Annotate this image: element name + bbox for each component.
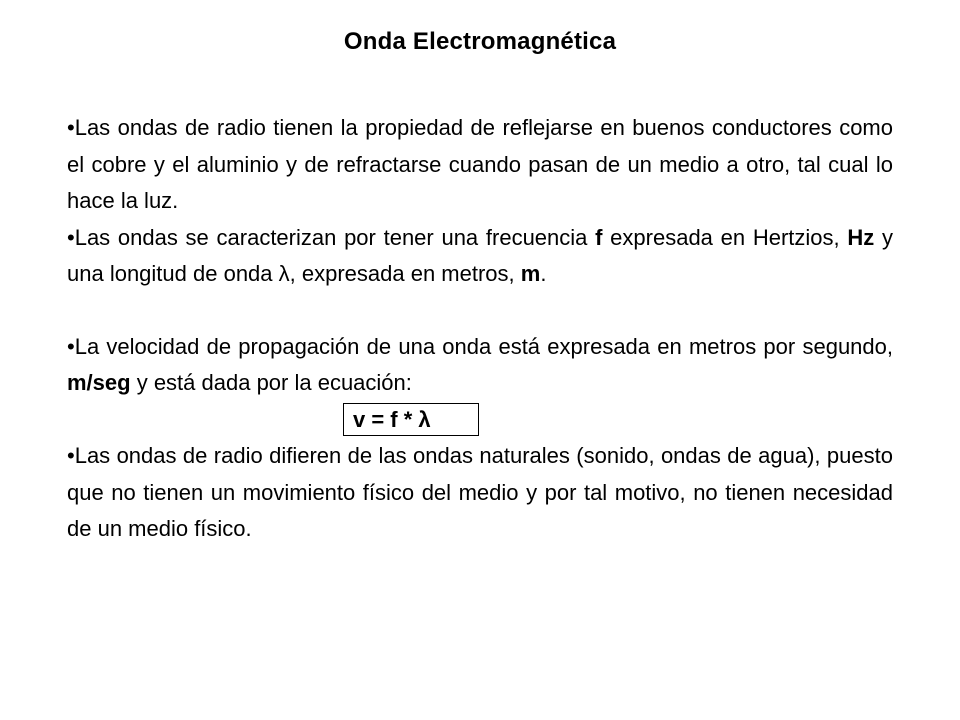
- frequency-symbol: f: [595, 224, 603, 250]
- velocity-unit: m/seg: [67, 370, 131, 395]
- formula-row: [67, 402, 893, 439]
- lambda-symbol: λ: [278, 261, 290, 286]
- slide-title: Onda Electromagnética: [343, 28, 617, 55]
- text-segment: •La velocidad de propagación de una onda está expresada en metros por segundo,: [67, 333, 893, 359]
- text-segment: expresada en Hertzios,: [602, 224, 848, 250]
- text-segment: •Las ondas se caracterizan por tener una frecuencia: [67, 224, 596, 250]
- bullet-radio-vs-natural: •Las ondas de radio difieren de las ondas naturales (sonido, ondas de agua), puesto que no tienen un movimiento físico del medio y por tal motivo, no tienen necesidad de un medio físico.: [67, 443, 893, 541]
- spacer: [67, 293, 893, 329]
- bullet-frequency-wavelength: [67, 220, 893, 293]
- text-segment: .: [540, 261, 547, 286]
- slide-body: [67, 110, 893, 548]
- velocity-formula-box: v = f * λ: [343, 403, 479, 436]
- hertz-unit: Hz: [847, 224, 875, 250]
- text-segment: y una longitud de onda: [67, 224, 893, 286]
- bullet-reflection: •Las ondas de radio tienen la propiedad de reflejarse en buenos conductores como el cobre y el aluminio y de refractarse cuando pasan de un medio a otro, tal cual lo hace la luz.: [67, 115, 893, 213]
- text-segment: , expresada en metros,: [289, 261, 521, 286]
- meter-unit: m: [520, 261, 541, 286]
- bullet-velocity: [67, 329, 893, 402]
- text-segment: y está dada por la ecuación:: [130, 370, 412, 395]
